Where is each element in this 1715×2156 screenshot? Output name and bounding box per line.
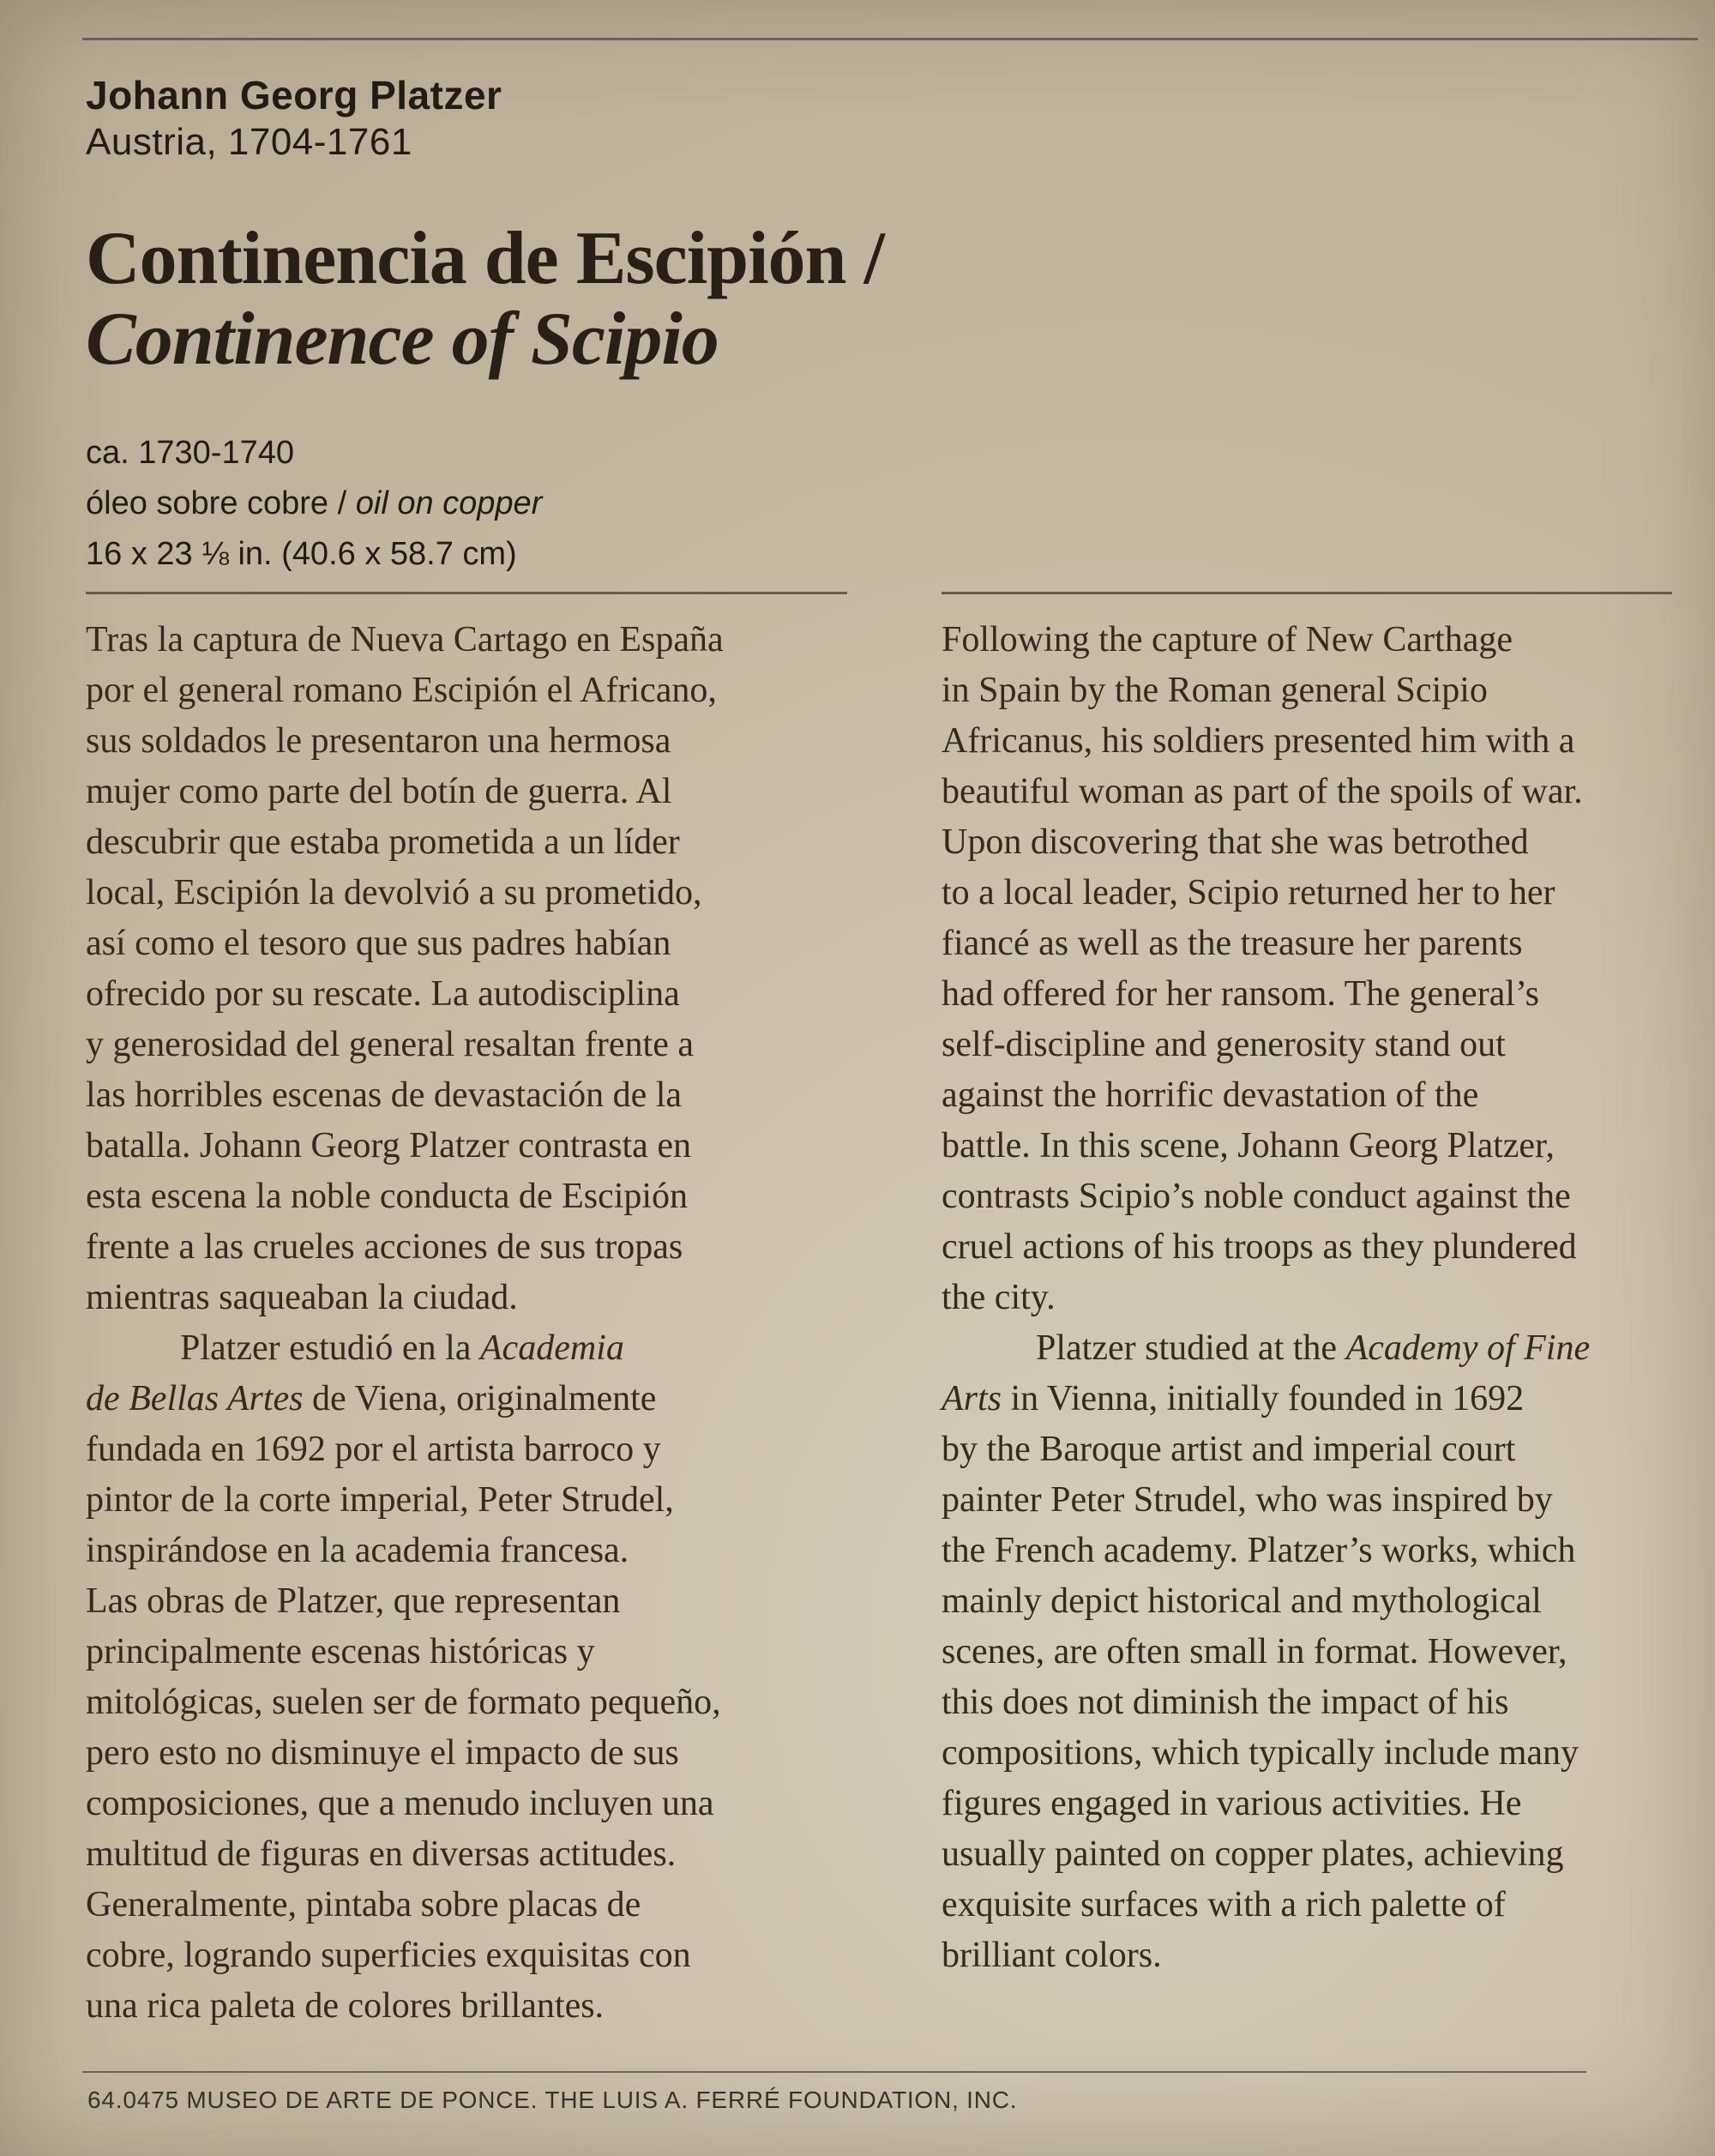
tombstone-medium [86, 479, 1715, 529]
text-segment: this does not diminish the impact of his [942, 1683, 1509, 1722]
text-line [942, 1070, 1672, 1121]
text-line [942, 1728, 1672, 1779]
text-segment: frente a las crueles acciones de sus tropas [86, 1227, 683, 1267]
text-segment: scenes, are often small in format. However, [942, 1632, 1568, 1671]
spanish-column-divider [86, 592, 847, 594]
tombstone [86, 428, 1715, 580]
text-line [942, 615, 1672, 665]
text-segment: mitológicas, suelen ser de formato pequeño, [86, 1683, 721, 1722]
text-line [942, 817, 1672, 868]
text-line [942, 1880, 1672, 1930]
english-column-divider [942, 592, 1672, 594]
artist-origin-dates: Austria, 1704-1761 [86, 121, 412, 163]
text-line [86, 817, 871, 868]
text-segment: Academia [479, 1328, 624, 1368]
credit-line: 64.0475 MUSEO DE ARTE DE PONCE. THE LUIS A. FERRÉ FOUNDATION, INC. [87, 2087, 1018, 2113]
text-line [942, 665, 1672, 716]
text-line [86, 615, 871, 665]
text-segment: pero esto no disminuye el impacto de sus [86, 1733, 679, 1773]
text-line [942, 1779, 1672, 1829]
text-line [86, 1475, 871, 1526]
text-line [86, 1576, 871, 1627]
english-body-text [942, 615, 1672, 1981]
text-segment: Generalmente, pintaba sobre placas de [86, 1885, 641, 1924]
text-segment: composiciones, que a menudo incluyen una [86, 1784, 714, 1823]
text-line [86, 1273, 871, 1323]
text-line [86, 1627, 871, 1677]
text-line [86, 1424, 871, 1475]
text-line [86, 1677, 871, 1728]
text-line [942, 969, 1672, 1020]
text-segment: de Viena, originalmente [303, 1379, 657, 1418]
text-line [86, 1171, 871, 1222]
text-line [86, 665, 871, 716]
text-line [86, 1981, 871, 2032]
text-segment: y generosidad del general resaltan frente a [86, 1025, 694, 1064]
text-line [86, 918, 871, 969]
text-segment: cobre, logrando superficies exquisitas con [86, 1936, 691, 1975]
text-segment: Platzer estudió en la [180, 1328, 480, 1368]
text-segment: por el general romano Escipión el Africano, [86, 671, 717, 710]
text-segment: in Vienna, initially founded in 1692 [1002, 1379, 1525, 1418]
text-line [86, 1930, 871, 1981]
text-segment: Arts [942, 1379, 1002, 1418]
tombstone-medium-spanish: óleo sobre cobre / [86, 485, 356, 521]
text-segment: exquisite surfaces with a rich palette of [942, 1885, 1506, 1924]
text-line [86, 1374, 871, 1424]
text-segment: contrasts Scipio’s noble conduct against the [942, 1177, 1571, 1216]
credit-footer [82, 2071, 1715, 2116]
text-segment: battle. In this scene, Johann Georg Platzer, [942, 1126, 1555, 1165]
text-segment: fiancé as well as the treasure her parents [942, 924, 1523, 963]
text-line [942, 1273, 1672, 1323]
text-segment: local, Escipión la devolvió a su prometido, [86, 873, 702, 912]
text-segment: brilliant colors. [942, 1936, 1162, 1975]
text-line [942, 1171, 1672, 1222]
tombstone-medium-english: oil on copper [355, 485, 543, 521]
text-segment: Platzer studied at the [1036, 1328, 1346, 1368]
text-line [942, 868, 1672, 918]
text-segment: cruel actions of his troops as they plundered [942, 1227, 1577, 1267]
text-segment: así como el tesoro que sus padres habían [86, 924, 671, 963]
text-segment: self-discipline and generosity stand out [942, 1025, 1506, 1064]
text-line [86, 1880, 871, 1930]
text-segment: de Bellas Artes [86, 1379, 304, 1418]
text-line [86, 1070, 871, 1121]
text-line [942, 918, 1672, 969]
spanish-body-text [86, 615, 871, 2032]
text-segment: multitud de figuras en diversas actitudes. [86, 1834, 677, 1874]
text-segment: usually painted on copper plates, achieving [942, 1834, 1564, 1874]
text-segment: esta escena la noble conducta de Escipión [86, 1177, 689, 1216]
text-segment: inspirándose en la academia francesa. [86, 1531, 629, 1570]
text-segment: mientras saqueaban la ciudad. [86, 1278, 518, 1317]
text-segment: Las obras de Platzer, que representan [86, 1581, 621, 1621]
text-line [942, 1374, 1672, 1424]
text-segment: principalmente escenas históricas y [86, 1632, 595, 1671]
text-line [942, 1930, 1672, 1981]
text-segment: Academy of Fine [1345, 1328, 1591, 1368]
text-segment: fundada en 1692 por el artista barroco y [86, 1430, 661, 1469]
text-segment: pintor de la corte imperial, Peter Strudel, [86, 1480, 674, 1520]
work-title-spanish: Continencia de Escipión / [86, 217, 884, 300]
text-line [942, 1526, 1672, 1576]
text-segment: Tras la captura de Nueva Cartago en España [86, 620, 724, 659]
text-line [942, 1475, 1672, 1526]
spanish-text-column [86, 592, 871, 2032]
text-line [86, 1020, 871, 1070]
text-segment: Following the capture of New Carthage [942, 620, 1513, 659]
english-text-column [942, 592, 1672, 2032]
text-segment: figures engaged in various activities. He [942, 1784, 1522, 1823]
artist-name: Johann Georg Platzer [86, 73, 502, 117]
text-segment: batalla. Johann Georg Platzer contrasta en [86, 1126, 691, 1165]
text-segment: Africanus, his soldiers presented him with a [942, 721, 1575, 761]
text-line [942, 1020, 1672, 1070]
text-line [86, 716, 871, 767]
text-segment: sus soldados le presentaron una hermosa [86, 721, 671, 761]
text-line [86, 1121, 871, 1171]
text-line [86, 969, 871, 1020]
text-segment: Upon discovering that she was betrothed [942, 822, 1529, 862]
text-segment: to a local leader, Scipio returned her to her [942, 873, 1556, 912]
text-segment: compositions, which typically include many [942, 1733, 1580, 1773]
text-line [86, 1323, 871, 1374]
text-line [942, 1829, 1672, 1880]
text-line [942, 1677, 1672, 1728]
text-segment: mujer como parte del botín de guerra. Al [86, 772, 672, 811]
text-line [942, 1121, 1672, 1171]
text-segment: beautiful woman as part of the spoils of war. [942, 772, 1583, 811]
text-line [86, 1222, 871, 1273]
footer-divider [82, 2071, 1586, 2073]
text-segment: las horribles escenas de devastación de la [86, 1075, 683, 1115]
text-segment: una rica paleta de colores brillantes. [86, 1986, 605, 2026]
text-line [942, 1323, 1672, 1374]
text-line [86, 1526, 871, 1576]
artist-header [86, 71, 1715, 166]
text-line [86, 868, 871, 918]
text-line [942, 1222, 1672, 1273]
text-line [942, 1627, 1672, 1677]
text-line [86, 1728, 871, 1779]
text-line [942, 767, 1672, 817]
text-segment: mainly depict historical and mythological [942, 1581, 1542, 1621]
tombstone-date: ca. 1730-1740 [86, 435, 294, 471]
text-segment: the city. [942, 1278, 1056, 1317]
text-line [942, 716, 1672, 767]
text-line [86, 1779, 871, 1829]
text-line [942, 1424, 1672, 1475]
text-segment: painter Peter Strudel, who was inspired by [942, 1480, 1553, 1520]
text-line [86, 1829, 871, 1880]
top-divider [82, 38, 1698, 40]
text-segment: the French academy. Platzer’s works, which [942, 1531, 1576, 1570]
text-segment: had offered for her ransom. The general’s [942, 974, 1539, 1014]
text-segment: descubrir que estaba prometida a un líder [86, 822, 680, 862]
work-title-block [86, 219, 1715, 380]
body-columns [86, 592, 1715, 2032]
text-segment: against the horrific devastation of the [942, 1075, 1479, 1115]
text-line [942, 1576, 1672, 1627]
text-line [86, 767, 871, 817]
tombstone-dimensions: 16 x 23 ⅛ in. (40.6 x 58.7 cm) [86, 536, 517, 572]
text-segment: by the Baroque artist and imperial court [942, 1430, 1516, 1469]
work-title-english: Continence of Scipio [86, 298, 719, 381]
text-segment: ofrecido por su rescate. La autodisciplina [86, 974, 680, 1014]
text-segment: in Spain by the Roman general Scipio [942, 671, 1488, 710]
